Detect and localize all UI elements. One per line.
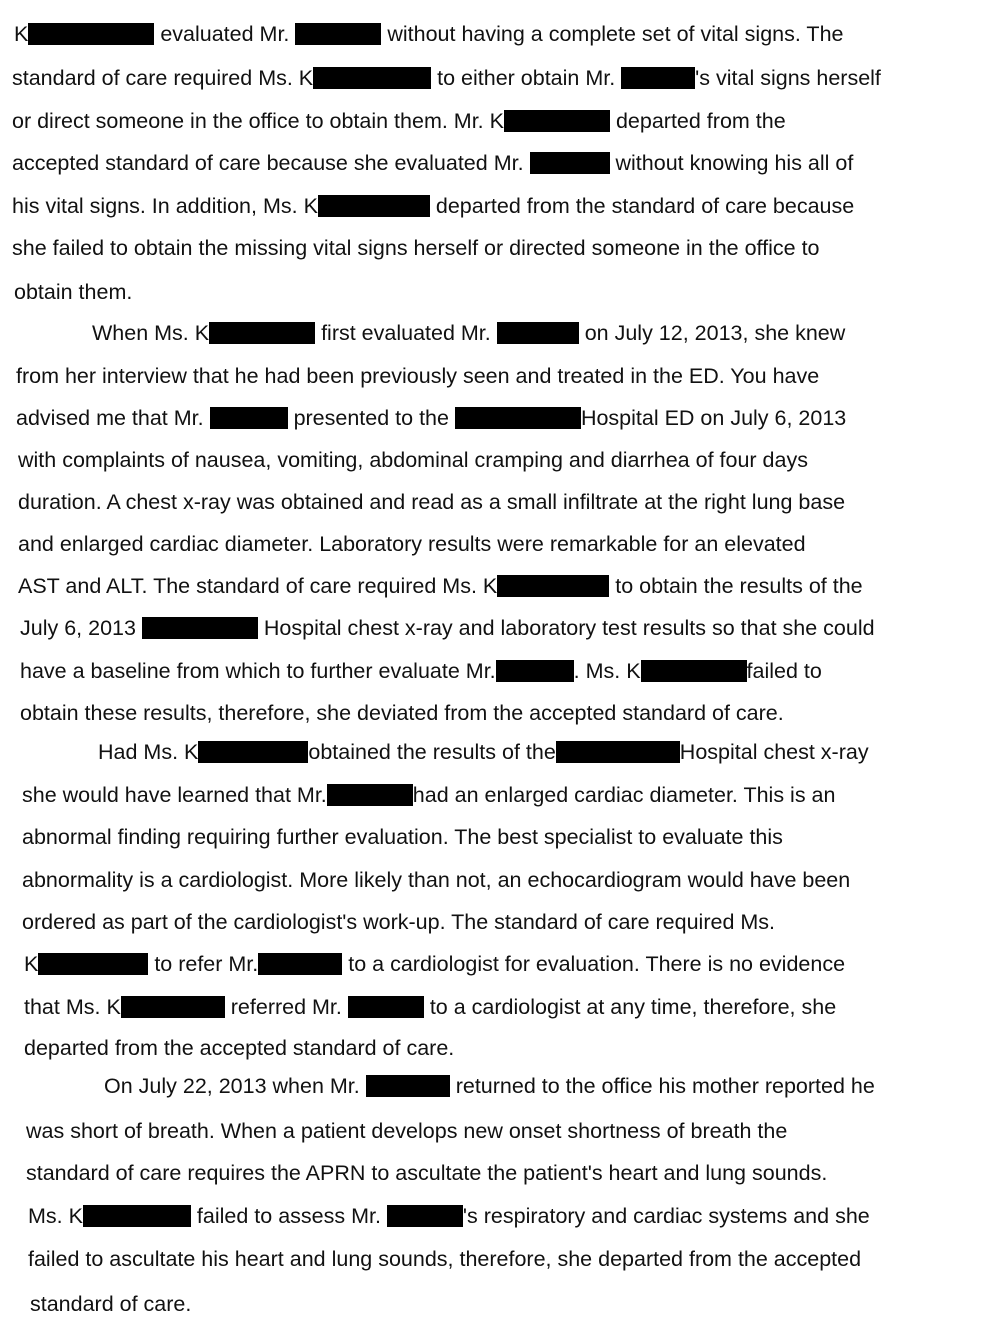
- redaction-bar: [121, 996, 225, 1018]
- text-line: [12, 64, 881, 92]
- redaction-bar: [83, 1205, 191, 1227]
- redaction-bar: [313, 67, 431, 89]
- text-segment: on July 12, 2013, she knew: [578, 321, 846, 345]
- redaction-bar: [556, 741, 680, 763]
- text-line: [22, 866, 850, 894]
- redaction-bar: [496, 660, 574, 682]
- text-segment: July 6, 2013: [20, 616, 142, 640]
- text-segment: departed from the accepted standard of care.: [24, 1036, 455, 1060]
- text-segment: Had Ms. K: [98, 740, 199, 764]
- text-segment: with complaints of nausea, vomiting, abdominal cramping and diarrhea of four days: [18, 448, 808, 472]
- redaction-bar: [209, 322, 315, 344]
- text-line: [98, 738, 869, 766]
- text-segment: Hospital chest x-ray and laboratory test results so that she could: [257, 616, 875, 640]
- text-line: [14, 20, 843, 48]
- text-segment: to either obtain Mr.: [431, 66, 622, 90]
- text-line: [18, 572, 863, 600]
- text-line: [30, 1290, 191, 1318]
- text-line: [26, 1117, 787, 1145]
- text-segment: to a cardiologist at any time, therefore, she: [423, 995, 837, 1019]
- text-line: [24, 993, 836, 1021]
- text-segment: When Ms. K: [92, 321, 210, 345]
- text-segment: or direct someone in the office to obtain them. Mr. K: [12, 109, 504, 133]
- text-segment: referred Mr.: [224, 995, 348, 1019]
- text-line: [24, 1034, 454, 1062]
- text-line: [24, 950, 845, 978]
- text-segment: On July 22, 2013 when Mr.: [104, 1074, 366, 1098]
- text-segment: to refer Mr.: [148, 952, 259, 976]
- redaction-bar: [621, 67, 695, 89]
- text-segment: 's vital signs herself: [695, 66, 881, 90]
- text-line: [12, 149, 853, 177]
- text-segment: failed to: [746, 659, 822, 683]
- text-line: [22, 781, 835, 809]
- text-line: [12, 107, 786, 135]
- text-segment: standard of care requires the APRN to ascultate the patient's heart and lung sounds.: [26, 1161, 828, 1185]
- text-segment: failed to assess Mr.: [190, 1204, 387, 1228]
- redaction-bar: [497, 575, 609, 597]
- text-segment: have a baseline from which to further evaluate Mr.: [20, 659, 496, 683]
- text-segment: obtain these results, therefore, she deviated from the accepted standard of care.: [20, 701, 784, 725]
- text-line: [12, 192, 854, 220]
- text-line: [28, 1202, 870, 1230]
- text-line: [92, 319, 845, 347]
- text-segment: Ms. K: [28, 1204, 83, 1228]
- text-segment: abnormal finding requiring further evaluation. The best specialist to evaluate this: [22, 825, 783, 849]
- text-segment: from her interview that he had been previously seen and treated in the ED. You have: [16, 364, 820, 388]
- text-segment: and enlarged cardiac diameter. Laboratory results were remarkable for an elevated: [18, 532, 806, 556]
- text-segment: Hospital ED on July 6, 2013: [580, 406, 847, 430]
- text-segment: Hospital chest x-ray: [679, 740, 869, 764]
- text-segment: she would have learned that Mr.: [22, 783, 327, 807]
- text-segment: to a cardiologist for evaluation. There is no evidence: [342, 952, 846, 976]
- text-segment: his vital signs. In addition, Ms. K: [12, 194, 318, 218]
- text-line: [22, 908, 775, 936]
- text-line: [28, 1245, 861, 1273]
- text-line: [20, 614, 875, 642]
- text-segment: K: [14, 22, 29, 46]
- text-line: [18, 488, 845, 516]
- redaction-bar: [318, 195, 430, 217]
- redaction-bar: [455, 407, 581, 429]
- text-segment: standard of care required Ms. K: [12, 66, 314, 90]
- redaction-bar: [504, 110, 610, 132]
- redaction-bar: [366, 1075, 450, 1097]
- text-segment: obtained the results of the: [308, 740, 556, 764]
- text-segment: standard of care.: [30, 1292, 192, 1316]
- text-line: [20, 657, 822, 685]
- text-segment: evaluated Mr.: [154, 22, 296, 46]
- text-segment: accepted standard of care because she evaluated Mr.: [12, 151, 530, 175]
- redaction-bar: [387, 1205, 463, 1227]
- redaction-bar: [348, 996, 424, 1018]
- redaction-bar: [198, 741, 308, 763]
- redaction-bar: [258, 953, 342, 975]
- text-line: [14, 278, 132, 306]
- text-segment: duration. A chest x-ray was obtained and read as a small infiltrate at the right lung base: [18, 490, 846, 514]
- text-segment: presented to the: [287, 406, 455, 430]
- redaction-bar: [28, 23, 154, 45]
- text-line: [12, 234, 820, 262]
- redaction-bar: [210, 407, 288, 429]
- redaction-bar: [530, 152, 610, 174]
- redaction-bar: [497, 322, 579, 344]
- text-line: [18, 530, 806, 558]
- text-line: [104, 1072, 875, 1100]
- text-line: [16, 404, 846, 432]
- text-line: [16, 362, 819, 390]
- text-segment: ordered as part of the cardiologist's work-up. The standard of care required Ms.: [22, 910, 776, 934]
- text-segment: abnormality is a cardiologist. More likely than not, an echocardiogram would have been: [22, 868, 851, 892]
- redaction-bar: [295, 23, 381, 45]
- text-segment: 's respiratory and cardiac systems and she: [462, 1204, 870, 1228]
- redaction-bar: [38, 953, 148, 975]
- text-segment: was short of breath. When a patient develops new onset shortness of breath the: [26, 1119, 788, 1143]
- text-segment: departed from the standard of care because: [429, 194, 855, 218]
- text-segment: that Ms. K: [24, 995, 121, 1019]
- redaction-bar: [327, 784, 413, 806]
- text-segment: K: [24, 952, 39, 976]
- text-segment: failed to ascultate his heart and lung sounds, therefore, she departed from the accepted: [28, 1247, 862, 1271]
- text-line: [18, 446, 808, 474]
- text-line: [20, 699, 784, 727]
- text-line: [26, 1159, 827, 1187]
- redaction-bar: [142, 617, 258, 639]
- text-segment: AST and ALT. The standard of care required Ms. K: [18, 574, 498, 598]
- text-segment: first evaluated Mr.: [315, 321, 497, 345]
- redaction-bar: [641, 660, 747, 682]
- text-segment: to obtain the results of the: [609, 574, 863, 598]
- text-segment: advised me that Mr.: [16, 406, 210, 430]
- text-segment: had an enlarged cardiac diameter. This is an: [412, 783, 836, 807]
- text-segment: . Ms. K: [573, 659, 641, 683]
- text-line: [22, 823, 783, 851]
- text-segment: returned to the office his mother reported he: [449, 1074, 875, 1098]
- text-segment: without having a complete set of vital signs. The: [381, 22, 844, 46]
- text-segment: without knowing his all of: [609, 151, 854, 175]
- text-segment: obtain them.: [14, 280, 133, 304]
- text-segment: she failed to obtain the missing vital signs herself or directed someone in the office to: [12, 236, 820, 260]
- text-segment: departed from the: [609, 109, 786, 133]
